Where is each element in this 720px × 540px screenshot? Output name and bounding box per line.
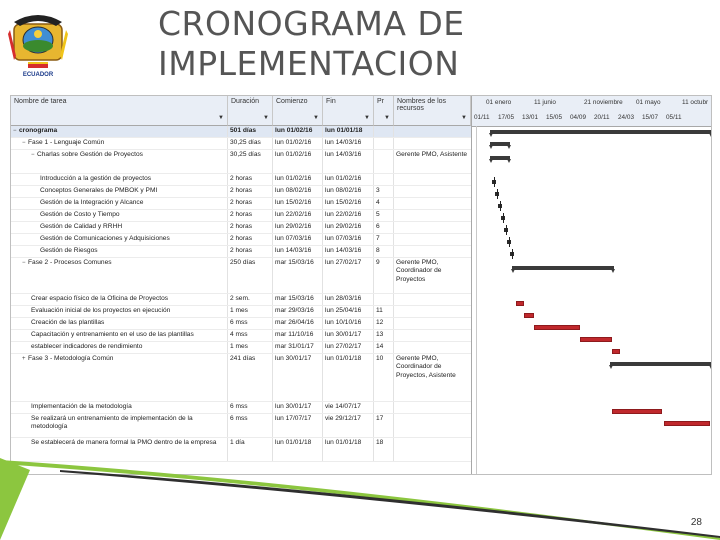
cell-start[interactable]: lun 22/02/16 — [273, 210, 323, 221]
cell-res[interactable] — [394, 126, 471, 137]
task-row[interactable] — [11, 186, 471, 198]
cell-duration[interactable]: 501 días — [228, 126, 273, 137]
cell-pred[interactable]: 14 — [374, 342, 394, 353]
collapse-icon[interactable]: − — [31, 152, 35, 158]
cell-res[interactable] — [394, 318, 471, 329]
logo-caption: ECUADOR — [22, 72, 54, 78]
cell-name[interactable] — [11, 318, 228, 329]
cell-end[interactable]: lun 14/03/16 — [323, 150, 374, 173]
task-row[interactable] — [11, 318, 471, 330]
cell-res[interactable] — [394, 210, 471, 221]
cell-res[interactable] — [394, 402, 471, 413]
cell-res[interactable]: Gerente PMO, Coordinador de Proyectos — [396, 259, 442, 283]
task-row[interactable] — [11, 126, 471, 138]
cell-end[interactable]: lun 30/01/17 — [323, 330, 374, 341]
column-header-end[interactable] — [323, 96, 374, 126]
cell-duration[interactable]: 4 mss — [228, 330, 273, 341]
slide-title-line2: IMPLEMENTACION — [158, 44, 460, 83]
cell-end[interactable]: lun 08/02/16 — [323, 186, 374, 197]
cell-pred[interactable] — [374, 138, 394, 149]
cell-name[interactable] — [11, 402, 228, 413]
task-bar-evaluacion-inicial[interactable] — [524, 313, 534, 318]
cell-pred[interactable]: 11 — [374, 306, 394, 317]
cell-name[interactable] — [11, 306, 228, 317]
cell-start[interactable]: mar 26/04/16 — [273, 318, 323, 329]
task-connector-line — [497, 189, 498, 199]
column-header-duration[interactable] — [228, 96, 273, 126]
cell-res[interactable] — [394, 342, 471, 353]
summary-bar-fase-1[interactable] — [490, 142, 510, 146]
task-name: Gestión de Costo y Tiempo — [40, 211, 120, 218]
task-name: Evaluación inicial de los proyectos en ejecución — [31, 307, 171, 314]
column-header-name[interactable] — [11, 96, 228, 126]
cell-name[interactable] — [11, 126, 228, 137]
summary-bar-fase-3[interactable] — [610, 362, 712, 366]
cell-name[interactable] — [11, 330, 228, 341]
timescale-bottom-label: 01/11 — [474, 114, 490, 121]
task-connector-line — [512, 249, 513, 259]
timescale-bottom-label: 20/11 — [594, 114, 610, 121]
cell-end[interactable]: lun 14/03/16 — [323, 138, 374, 149]
cell-res[interactable] — [394, 234, 471, 245]
task-name: Capacitación y entrenamiento en el uso de las plantillas — [31, 331, 194, 338]
cell-pred[interactable] — [374, 294, 394, 305]
cell-start[interactable]: lun 01/01/18 — [273, 438, 323, 461]
task-row[interactable] — [11, 222, 471, 234]
timescale-top-label: 21 noviembre — [584, 99, 623, 106]
cell-end[interactable]: lun 25/04/16 — [323, 306, 374, 317]
task-name: Gestión de Calidad y RRHH — [40, 223, 123, 230]
task-row[interactable] — [11, 174, 471, 186]
task-row[interactable] — [11, 234, 471, 246]
cell-duration[interactable]: 2 horas — [228, 222, 273, 233]
task-row[interactable] — [11, 402, 471, 414]
gantt-chart — [471, 96, 712, 474]
cell-pred[interactable]: 18 — [374, 438, 394, 461]
cell-pred[interactable]: 5 — [374, 210, 394, 221]
cell-res[interactable]: Gerente PMO, Asistente — [396, 151, 468, 158]
cell-end[interactable]: lun 27/02/17 — [323, 342, 374, 353]
summary-bar-fase-2[interactable] — [512, 266, 614, 270]
cell-duration[interactable]: 1 mes — [228, 342, 273, 353]
task-bar-indicadores[interactable] — [612, 349, 620, 354]
cell-duration[interactable]: 6 mss — [228, 414, 273, 437]
cell-name[interactable] — [11, 186, 228, 197]
cell-start[interactable]: mar 29/03/16 — [273, 306, 323, 317]
cell-duration[interactable]: 241 días — [228, 354, 273, 401]
cell-pred[interactable] — [374, 402, 394, 413]
task-bar-plantillas[interactable] — [534, 325, 580, 330]
task-connector-line — [500, 201, 501, 211]
cell-res[interactable] — [394, 174, 471, 185]
task-row[interactable] — [11, 306, 471, 318]
cell-pred[interactable]: 9 — [374, 258, 394, 293]
column-header-start[interactable] — [273, 96, 323, 126]
timescale-bottom-label: 24/03 — [618, 114, 634, 121]
task-name: establecer indicadores de rendimiento — [31, 343, 143, 350]
timescale-bottom-label: 15/05 — [546, 114, 562, 121]
cell-pred[interactable]: 17 — [374, 414, 394, 437]
task-row[interactable] — [11, 294, 471, 306]
cell-end[interactable]: lun 01/02/16 — [323, 174, 374, 185]
cell-pred[interactable]: 10 — [374, 354, 394, 401]
cell-duration[interactable]: 2 horas — [228, 198, 273, 209]
cell-name[interactable] — [11, 234, 228, 245]
project-gantt-view — [10, 95, 712, 475]
dropdown-arrow-icon[interactable]: ▼ — [263, 115, 269, 121]
task-name: Crear espacio físico de la Oficina de Proyectos — [31, 295, 169, 302]
task-name: Gestión de Riesgos — [40, 247, 98, 254]
collapse-icon[interactable]: − — [22, 260, 26, 266]
cell-name[interactable] — [11, 198, 228, 209]
cell-name[interactable] — [11, 246, 228, 257]
cell-start[interactable]: lun 30/01/17 — [273, 402, 323, 413]
dropdown-arrow-icon[interactable]: ▼ — [218, 115, 224, 121]
cell-res[interactable] — [394, 186, 471, 197]
cell-end[interactable]: lun 15/02/16 — [323, 198, 374, 209]
timescale-bottom-label: 05/11 — [666, 114, 682, 121]
task-name: Gestión de la Integración y Alcance — [40, 199, 144, 206]
task-bar-capacitacion[interactable] — [580, 337, 612, 342]
task-row[interactable] — [11, 414, 471, 438]
task-row[interactable] — [11, 342, 471, 354]
column-header-start-label: Comienzo — [276, 98, 308, 105]
cell-name[interactable] — [11, 138, 228, 149]
task-bar-entrenamiento[interactable] — [664, 421, 710, 426]
cell-start[interactable]: lun 08/02/16 — [273, 186, 323, 197]
column-header-predecessors[interactable] — [374, 96, 394, 126]
dropdown-arrow-icon[interactable]: ▼ — [384, 115, 390, 121]
column-header-name-label: Nombre de tarea — [14, 98, 67, 105]
cell-end[interactable]: lun 28/03/16 — [323, 294, 374, 305]
cell-start[interactable]: mar 31/01/17 — [273, 342, 323, 353]
cell-end[interactable]: lun 01/01/18 — [323, 438, 374, 461]
cell-end[interactable]: lun 10/10/16 — [323, 318, 374, 329]
task-row[interactable] — [11, 258, 471, 294]
cell-duration[interactable]: 2 horas — [228, 246, 273, 257]
task-row[interactable] — [11, 330, 471, 342]
cell-start[interactable]: lun 01/02/16 — [273, 126, 323, 137]
timescale-bottom-label: 15/07 — [642, 114, 658, 121]
cell-res[interactable] — [394, 330, 471, 341]
timescale-top-label: 11 junio — [534, 99, 556, 106]
task-name: Conceptos Generales de PMBOK y PMI — [40, 187, 158, 194]
task-row[interactable] — [11, 138, 471, 150]
cell-duration[interactable]: 6 mss — [228, 402, 273, 413]
summary-bar-cronograma[interactable] — [490, 130, 712, 134]
cell-end[interactable]: lun 29/02/16 — [323, 222, 374, 233]
task-connector-line — [503, 213, 504, 223]
task-name: Fase 1 - Lenguaje Común — [28, 139, 105, 146]
task-row[interactable] — [11, 354, 471, 402]
column-header-pred-label: Pr — [377, 98, 384, 105]
cell-pred[interactable] — [374, 150, 394, 173]
cell-end[interactable]: lun 27/02/17 — [323, 258, 374, 293]
cell-pred[interactable]: 6 — [374, 222, 394, 233]
dropdown-arrow-icon[interactable]: ▼ — [461, 115, 467, 121]
timescale-bottom-label: 17/05 — [498, 114, 514, 121]
task-name: Introducción a la gestión de proyectos — [40, 175, 152, 182]
task-connector-line — [509, 237, 510, 247]
cell-start[interactable]: lun 17/07/17 — [273, 414, 323, 437]
page-number: 28 — [690, 517, 702, 528]
cell-start[interactable]: lun 01/02/16 — [273, 138, 323, 149]
task-connector-line — [506, 225, 507, 235]
cell-end[interactable]: lun 07/03/16 — [323, 234, 374, 245]
task-row[interactable] — [11, 210, 471, 222]
task-name: Fase 3 - Metodología Común — [28, 355, 114, 362]
task-name: Charlas sobre Gestión de Proyectos — [37, 151, 143, 158]
cell-name[interactable] — [11, 414, 228, 437]
task-bar-espacio-fisico[interactable] — [516, 301, 524, 306]
cell-res[interactable] — [394, 222, 471, 233]
timescale-bottom-label: 13/01 — [522, 114, 538, 121]
column-header-resources-label: Nombres de los recursos — [397, 98, 447, 112]
cell-name[interactable] — [11, 210, 228, 221]
cell-start[interactable]: mar 11/10/16 — [273, 330, 323, 341]
cell-res[interactable] — [394, 198, 471, 209]
cell-start[interactable]: lun 29/02/16 — [273, 222, 323, 233]
timescale-top-tier — [472, 96, 712, 112]
expand-icon[interactable]: + — [22, 356, 26, 362]
cell-name[interactable] — [11, 222, 228, 233]
cell-res[interactable] — [394, 414, 471, 437]
cell-end[interactable]: lun 01/01/18 — [323, 126, 374, 137]
task-bar-implementacion[interactable] — [612, 409, 662, 414]
cell-end[interactable]: lun 14/03/16 — [323, 246, 374, 257]
cell-duration[interactable]: 2 sem. — [228, 294, 273, 305]
cell-pred[interactable]: 12 — [374, 318, 394, 329]
cell-res[interactable] — [394, 246, 471, 257]
cell-duration[interactable]: 30,25 días — [228, 150, 273, 173]
task-row[interactable] — [11, 198, 471, 210]
task-name: Implementación de la metodología — [31, 403, 132, 410]
cell-name[interactable] — [11, 354, 228, 401]
timescale-bottom-tier — [472, 111, 712, 127]
cell-duration[interactable]: 2 horas — [228, 234, 273, 245]
cell-duration[interactable]: 250 días — [228, 258, 273, 293]
timescale-top-label: 01 mayo — [636, 99, 661, 106]
task-name: Se realizará un entrenamiento de implementación de la metodología — [31, 415, 193, 431]
column-header-resources[interactable] — [394, 96, 471, 126]
cell-start[interactable]: lun 14/03/16 — [273, 246, 323, 257]
ecuador-coat-of-arms-logo — [8, 10, 68, 82]
cell-start[interactable]: lun 01/02/16 — [273, 150, 323, 173]
collapse-icon[interactable]: − — [13, 128, 17, 134]
cell-duration[interactable]: 2 horas — [228, 174, 273, 185]
timescale-top-label: 11 octubr — [682, 99, 709, 106]
task-connector-line — [494, 177, 495, 187]
cell-duration[interactable]: 1 mes — [228, 306, 273, 317]
cell-pred[interactable] — [374, 126, 394, 137]
cell-pred[interactable]: 13 — [374, 330, 394, 341]
slide-decoration-swoosh — [0, 440, 720, 540]
task-name: Creación de las plantillas — [31, 319, 105, 326]
cell-name[interactable] — [11, 174, 228, 185]
cell-res[interactable] — [394, 294, 471, 305]
column-header-end-label: Fin — [326, 98, 336, 105]
cell-end[interactable]: vie 14/07/17 — [323, 402, 374, 413]
cell-start[interactable]: lun 01/02/16 — [273, 174, 323, 185]
cell-duration[interactable]: 6 mss — [228, 318, 273, 329]
cell-name[interactable] — [11, 258, 228, 293]
timescale-top-label: 01 enero — [486, 99, 512, 106]
task-name: Gestión de Comunicaciones y Adquisiciones — [40, 235, 170, 242]
dropdown-arrow-icon[interactable]: ▼ — [313, 115, 319, 121]
cell-name[interactable] — [11, 150, 228, 173]
cell-end[interactable]: lun 01/01/18 — [323, 354, 374, 401]
slide-title-line1: CRONOGRAMA DE — [158, 4, 465, 43]
cell-pred[interactable]: 7 — [374, 234, 394, 245]
timeline-start-line — [476, 126, 477, 474]
cell-start[interactable]: lun 07/03/16 — [273, 234, 323, 245]
task-row[interactable] — [11, 150, 471, 174]
cell-duration[interactable]: 2 horas — [228, 186, 273, 197]
cell-pred[interactable] — [374, 174, 394, 185]
cell-pred[interactable]: 8 — [374, 246, 394, 257]
task-name: Se establecerá de manera formal la PMO dentro de la empresa — [31, 439, 217, 446]
cell-start[interactable]: lun 15/02/16 — [273, 198, 323, 209]
cell-end[interactable]: lun 22/02/16 — [323, 210, 374, 221]
cell-pred[interactable]: 4 — [374, 198, 394, 209]
cell-name[interactable] — [11, 342, 228, 353]
cell-duration[interactable]: 30,25 días — [228, 138, 273, 149]
collapse-icon[interactable]: − — [22, 140, 26, 146]
cell-name[interactable] — [11, 294, 228, 305]
cell-res[interactable] — [394, 138, 471, 149]
cell-duration[interactable]: 1 día — [228, 438, 273, 461]
cell-start[interactable]: mar 15/03/16 — [273, 294, 323, 305]
task-table — [11, 96, 471, 474]
task-name: cronograma — [19, 127, 58, 134]
cell-duration[interactable]: 2 horas — [228, 210, 273, 221]
slide-title — [158, 4, 465, 84]
cell-start[interactable]: mar 15/03/16 — [273, 258, 323, 293]
timescale-bottom-label: 04/09 — [570, 114, 586, 121]
cell-start[interactable]: lun 30/01/17 — [273, 354, 323, 401]
task-name: Fase 2 - Procesos Comunes — [28, 259, 112, 266]
cell-end[interactable]: vie 29/12/17 — [323, 414, 374, 437]
column-header-duration-label: Duración — [231, 98, 260, 105]
cell-res[interactable]: Gerente PMO, Coordinador de Proyectos, Asistente — [396, 355, 456, 379]
cell-pred[interactable]: 3 — [374, 186, 394, 197]
summary-bar-charlas[interactable] — [490, 156, 510, 160]
cell-res[interactable] — [394, 306, 471, 317]
dropdown-arrow-icon[interactable]: ▼ — [364, 115, 370, 121]
task-row[interactable] — [11, 246, 471, 258]
